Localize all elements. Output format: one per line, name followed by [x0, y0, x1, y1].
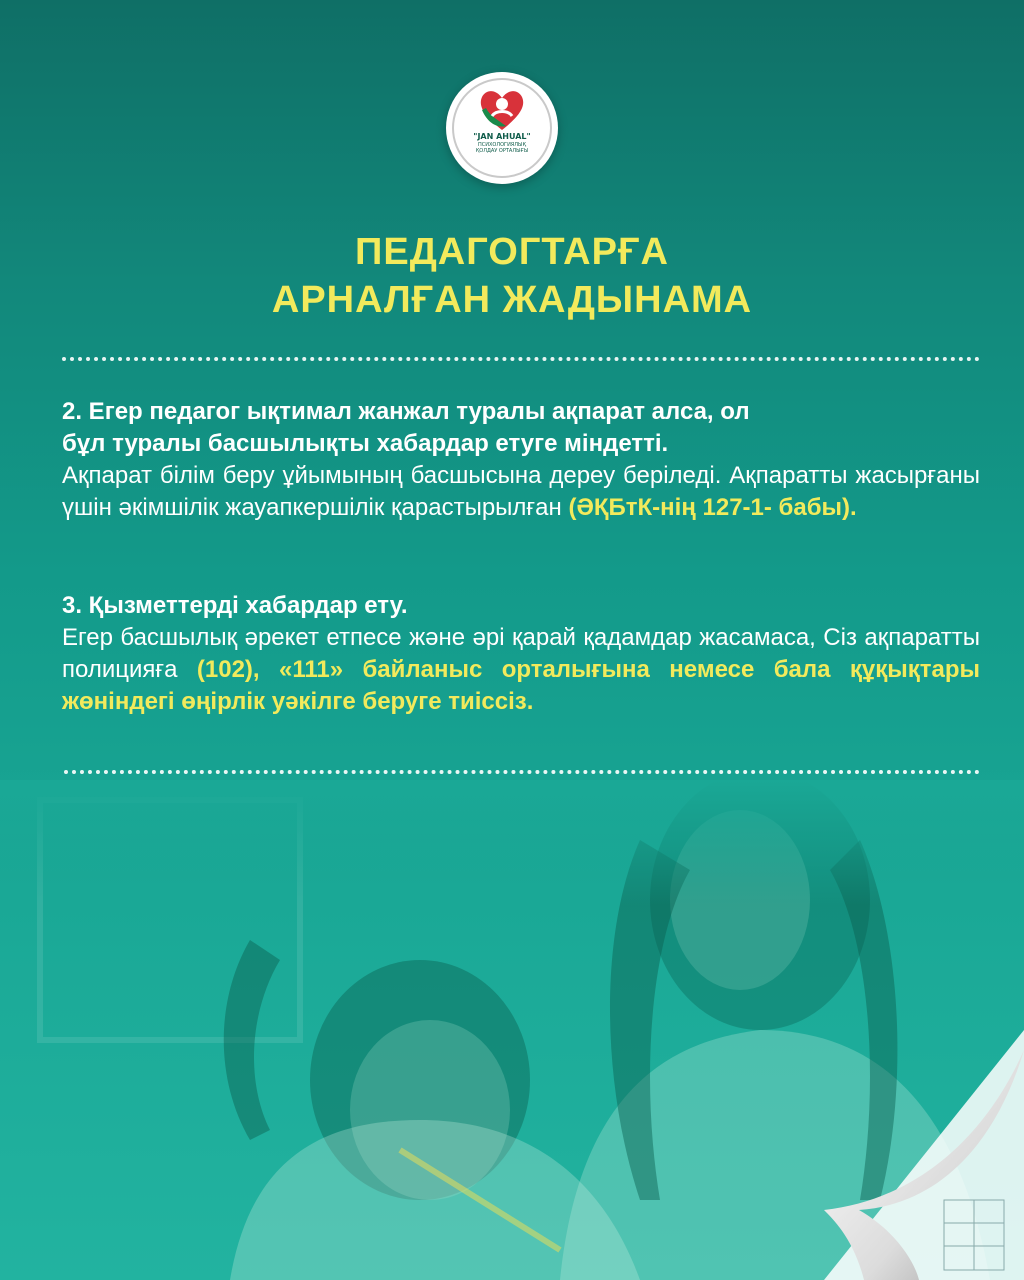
- section-3-highlight: (102), «111» байланыс орталығына немесе бала құқықтары жөніндегі өңірлік уәкілге беруге тиіссіз.: [62, 656, 980, 715]
- section-3: [62, 590, 980, 718]
- dotted-divider-top: [62, 357, 980, 361]
- section-3-heading: 3. Қызметтерді хабардар ету.: [62, 592, 408, 619]
- page-curl-icon: [824, 1030, 1024, 1280]
- section-3-body: [62, 622, 980, 718]
- organization-logo: [446, 72, 558, 184]
- logo-subtitle-text: ПСИХОЛОГИЯЛЫҚ ҚОЛДАУ ОРТАЛЫҒЫ: [475, 142, 529, 154]
- section-2-body: [62, 460, 980, 524]
- section-2: [62, 396, 980, 524]
- title-line-1: ПЕДАГОГТАРҒА: [355, 231, 669, 273]
- section-2-text: Ақпарат білім беру ұйымының басшысына дереу беріледі. Ақпаратты жасырғаны үшін әкімшілік жауапкершілік қарастырылған: [62, 462, 980, 521]
- section-2-heading: [62, 396, 980, 460]
- dotted-divider-bottom: [64, 770, 980, 774]
- section-2-heading-line-2: бұл туралы басшылықты хабардар етуге міндетті.: [62, 430, 669, 457]
- section-2-heading-line-1: 2. Егер педагог ықтимал жанжал туралы ақпарат алса, ол: [62, 398, 750, 425]
- heart-hands-logo-icon: [476, 86, 528, 132]
- logo-brand-text: "JAN AHUAL": [473, 132, 531, 141]
- section-2-highlight: (ӘҚБтК-нің 127-1- бабы).: [568, 494, 857, 521]
- section-3-text: Егер басшылық әрекет етпесе және әрі қарай қадамдар жасамаса, Сіз ақпаратты полицияға: [62, 624, 980, 683]
- page-title: [0, 228, 1024, 324]
- title-line-2: АРНАЛҒАН ЖАДЫНАМА: [271, 279, 753, 321]
